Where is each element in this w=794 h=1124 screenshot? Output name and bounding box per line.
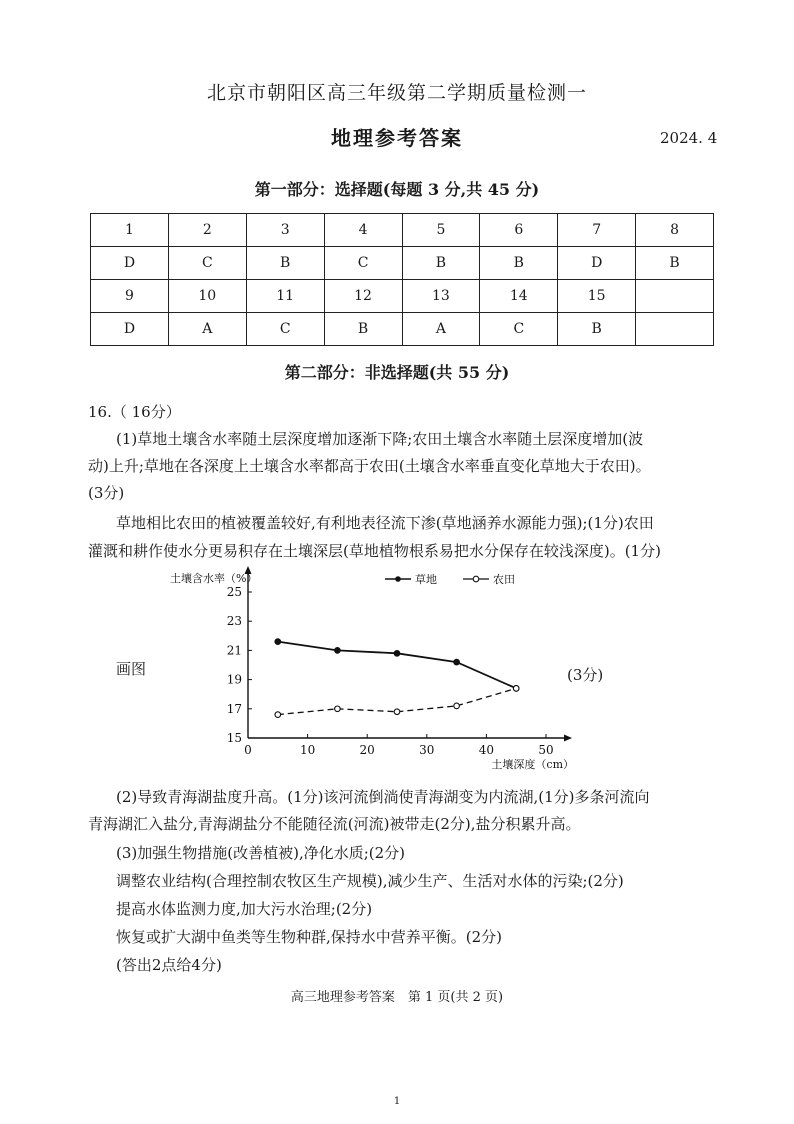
answer-1-line-2: 动)上升;草地在各深度上土壤含水率都高于农田(土壤含水率垂直变化草地大于农田)。: [88, 457, 651, 475]
draw-score: (3分): [567, 666, 604, 684]
answer-1-line-3: (3分): [88, 484, 125, 502]
answer-3-line-4: 恢复或扩大湖中鱼类等生物种群,保持水中营养平衡。(2分): [116, 928, 503, 946]
answer-table-cell: C: [168, 247, 246, 280]
answer-table-cell: C: [324, 247, 402, 280]
answer-table: [90, 213, 714, 346]
answer-table-row: [91, 313, 714, 346]
document-title: 地理参考答案: [331, 126, 463, 150]
answer-table-cell: A: [168, 313, 246, 346]
answer-table-cell: 8: [636, 214, 714, 247]
answer-3-line-2: 调整农业结构(合理控制农牧区生产规模),减少生产、生活对水体的污染;(2分): [116, 872, 624, 890]
data-point-farmland: [513, 686, 519, 692]
data-point-farmland: [394, 709, 400, 715]
answer-table-cell: B: [636, 247, 714, 280]
draw-label: 画图: [116, 660, 147, 678]
data-point-farmland: [454, 703, 460, 709]
answer-table-row: [91, 214, 714, 247]
answer-table-cell: 7: [558, 214, 636, 247]
data-point-grassland: [394, 651, 400, 657]
page-footer: 高三地理参考答案 第 1 页(共 2 页): [290, 990, 504, 1005]
y-tick-label: 23: [226, 614, 242, 629]
answer-table-cell: 6: [480, 214, 558, 247]
answer-table-cell: D: [91, 247, 169, 280]
y-tick-label: 15: [226, 731, 242, 745]
data-point-farmland: [335, 706, 341, 712]
answer-table-cell: D: [91, 313, 169, 346]
x-tick-label: 50: [538, 743, 554, 757]
answer-table-cell: 3: [246, 214, 324, 247]
answer-table-cell: 14: [480, 280, 558, 313]
y-tick-label: 17: [226, 701, 242, 716]
x-tick-label: 40: [478, 743, 495, 757]
data-point-grassland: [335, 648, 341, 654]
x-tick-label: 30: [419, 743, 435, 757]
legend-marker-grassland: [395, 576, 401, 582]
soil-moisture-chart: [130, 566, 590, 778]
answer-table-cell: 15: [558, 280, 636, 313]
part1-heading: 第一部分：选择题(每题 3 分,共 45 分): [254, 180, 540, 199]
answer-table-cell: B: [558, 313, 636, 346]
page-number: 1: [393, 1096, 401, 1107]
y-tick-label: 21: [226, 643, 242, 658]
x-axis-arrow: [564, 735, 572, 742]
answer-table-cell: [636, 313, 714, 346]
answer-table-cell: B: [246, 247, 324, 280]
answer-table-cell: B: [324, 313, 402, 346]
answer-table-cell: 5: [402, 214, 480, 247]
answer-table-cell: 13: [402, 280, 480, 313]
answer-table-cell: 1: [91, 214, 169, 247]
y-axis-label: 土壤含水率（%）: [170, 572, 258, 585]
exam-header: 北京市朝阳区高三年级第二学期质量检测一: [206, 82, 587, 104]
document-date: 2024. 4: [660, 129, 718, 147]
answer-1-line-1: (1)草地土壤含水率随土层深度增加逐渐下降;农田土壤含水率随土层深度增加(波: [116, 430, 644, 448]
x-tick-label: 20: [359, 743, 375, 757]
y-tick-label: 19: [226, 672, 242, 687]
answer-table-cell: B: [480, 247, 558, 280]
data-point-farmland: [275, 712, 281, 718]
answer-table-cell: A: [402, 313, 480, 346]
answer-table-row: [91, 247, 714, 280]
x-tick-label: 10: [299, 743, 316, 757]
x-axis-label: 土壤深度（cm）: [491, 758, 574, 771]
question-16-heading: 16.（ 16分）: [88, 403, 181, 421]
answer-table-cell: C: [480, 313, 558, 346]
answer-1b-line-1: 草地相比农田的植被覆盖较好,有利地表径流下渗(草地涵养水源能力强);(1分)农田: [116, 514, 654, 532]
x-tick-label: 0: [244, 743, 252, 757]
answer-table-cell: 11: [246, 280, 324, 313]
legend-label-farmland: 农田: [493, 573, 515, 586]
answer-table-cell: 4: [324, 214, 402, 247]
answer-2-line-2: 青海湖汇入盐分,青海湖盐分不能随径流(河流)被带走(2分),盐分积累升高。: [88, 815, 581, 833]
legend-label-grassland: 草地: [415, 573, 437, 586]
answer-3-line-5: (答出2点给4分): [116, 956, 222, 974]
answer-1b-line-2: 灌溉和耕作使水分更易积存在土壤深层(草地植物根系易把水分保存在较浅深度)。(1分): [88, 542, 661, 560]
answer-table-cell: 2: [168, 214, 246, 247]
y-tick-label: 25: [226, 585, 242, 599]
legend-marker-farmland: [473, 576, 479, 582]
answer-table-cell: C: [246, 313, 324, 346]
answer-table-row: [91, 280, 714, 313]
answer-2-line-1: (2)导致青海湖盐度升高。(1分)该河流倒淌使青海湖变为内流湖,(1分)多条河流向: [116, 788, 650, 806]
answer-table-cell: D: [558, 247, 636, 280]
answer-table-cell: 10: [168, 280, 246, 313]
answer-table-cell: [636, 280, 714, 313]
series-line-grassland: [278, 642, 516, 689]
answer-3-line-1: (3)加强生物措施(改善植被),净化水质;(2分): [116, 844, 406, 862]
chart-svg: [130, 566, 590, 778]
answer-3-line-3: 提高水体监测力度,加大污水治理;(2分): [116, 900, 373, 918]
answer-table-cell: 9: [91, 280, 169, 313]
data-point-grassland: [454, 659, 460, 665]
answer-table-cell: 12: [324, 280, 402, 313]
answer-table-cell: B: [402, 247, 480, 280]
part2-heading: 第二部分：非选择题(共 55 分): [284, 363, 510, 382]
data-point-grassland: [275, 639, 281, 645]
